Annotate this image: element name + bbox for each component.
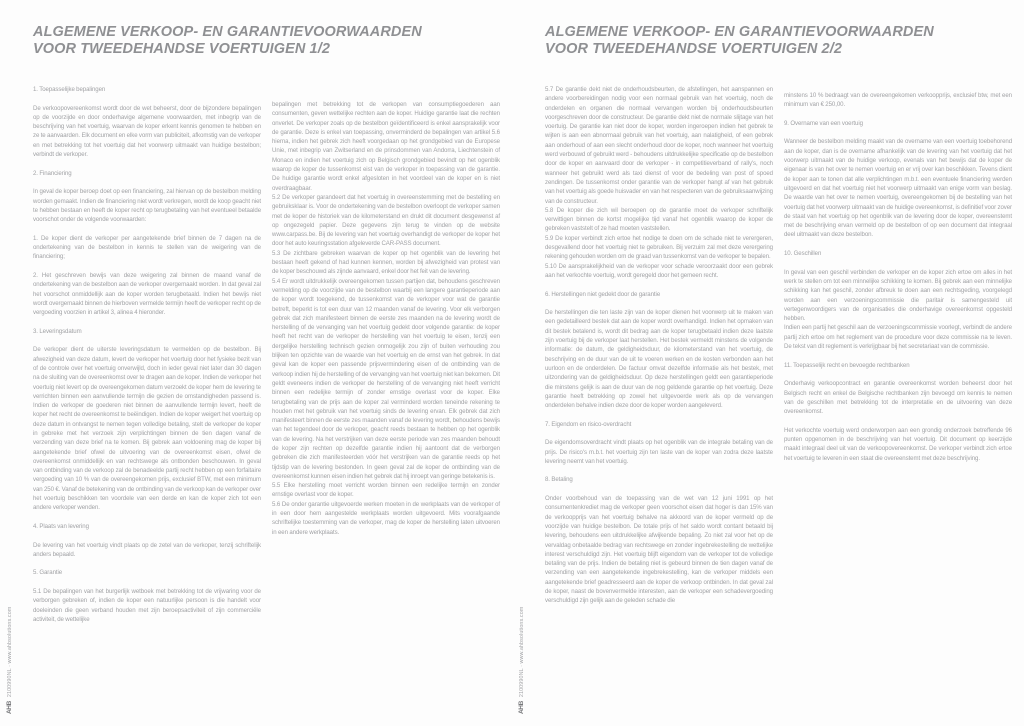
- paragraph: Onder voorbehoud van de toepassing van de wet van 12 juni 1991 op het consumentenkrediet mag de verkoper geen voorschot eisen dat hoger is dan 15% van de verkoopprijs van het voertuig behalve na akkoord van de koper vermeld op de voorzijde van huidige bestelbon. De totale prijs of het saldo wordt contant betaald bij levering, behoudens een uitdrukkelijke afwijkende bepaling. Zo niet zal voor het op de vervaldag onbetaalde bedrag van rechtswege en zonder ingebrekestelling de wettelijke interest verschuldigd zijn. Het voertuig blijft eigendom van de verkoper tot de volledige betaling van de prijs. Indien de betaling niet is gebeurd binnen de tien dagen vanaf de verzending van een aangetekende ingebrekestelling, kan de verkoper middels een aangetekende brief geadresseerd aan de koper de verkoop ontbinden. In dat geval zal de koper, naast de bovenvermelde interesten, aan de verkoper een schadevergoeding verschuldigd zijn gelijk aan de geleden schade die: [545, 495, 773, 605]
- paragraph: 5.5 Elke herstelling moet verricht worden binnen een redelijke termijn en zonder ernstige overlast voor de koper.: [272, 482, 500, 499]
- section-heading: 3. Leveringsdatum: [33, 327, 82, 335]
- paragraph: De herstellingen die ten laste zijn van de koper dienen het voorwerp uit te maken van een gedetailleerd bestek dat aan de koper wordt overhandigd. Indien het opmaken van dit bestek betalend is, wordt dit bedrag aan de koper terugbetaald indien deze laatste zijn voertuig bij de verkoper laat herstellen. Het bestek vermeldt minstens de volgende informatie: de datum, de geldigheidsduur, de kilometerstand van het voertuig, de beschrijving en de duur van de uit te voeren werken en de kosten verbonden aan het uurloon en de onderdelen. De factuur omvat dezelfde informatie als het bestek, met uitzondering van de geldigheidsduur. Op deze herstellingen geldt een garantieperiode die minstens gelijk is aan de duur van de nog geldende garantie op het voertuig. Deze garantie heeft betrekking op zowel het uitgevoerde werk als op de vervangen onderdelen behalve indien deze door de koper worden aangeleverd.: [545, 309, 773, 410]
- section-heading: 8. Betaling: [545, 476, 573, 484]
- ahb-logo: AHB: [6, 701, 13, 714]
- page-1-title-line-1: ALGEMENE VERKOOP- EN GARANTIEVOORWAARDEN: [33, 24, 422, 40]
- paragraph: In geval van een geschil verbinden de verkoper en de koper zich ertoe om alles in het werk te stellen om tot een minnelijke schikking te komen. Bij gebrek aan een minnelijke schikking kan het geschil, zonder afbreuk te doen aan een rechtsgeding, voorgelegd worden aan een verzoeningscommissie die paritair is samengesteld uit vertegenwoordigers van de organisaties die onderhavige overeenkomst opgesteld hebben.: [784, 268, 1012, 323]
- paragraph: De levering van het voertuig vindt plaats op de zetel van de verkoper, tenzij schriftelijk anders bepaald.: [33, 541, 261, 558]
- page-2-title-line-2: VOOR TWEEDEHANDSE VOERTUIGEN 2/2: [545, 41, 843, 57]
- paragraph: 5.10 De aansprakelijkheid van de verkoper voor schade veroorzaakt door een gebrek aan het verkochte voertuig, wordt geregeld door het gemeen recht.: [545, 262, 773, 279]
- page-2-text-columns: [545, 85, 1012, 606]
- paragraph: 5.4 Er wordt uitdrukkelijk overeengekomen tussen partijen dat, behoudens geschreven vermelding op de voorzijde van de bestelbon waarbij een langere garantieperiode aan de koper wordt toegekend, de tussenkomst van de verkoper voor wat de garantie betreft, beperkt is tot een duur van 12 maanden vanaf de levering. Voor elk verborgen gebrek dat zich manifesteert binnen de eerste zes maanden na de levering wordt de herstelling of de vervanging van het voertuig gedekt door volgende garantie: de koper heeft het recht van de verkoper de herstelling van het voertuig te eisen, tenzij een dergelijke herstelling technisch gezien onmogelijk zou zijn of buiten verhouding zou blijken ten opzichte van de waarde van het voertuig en de ernst van het gebrek. In dat geval kan de koper een passende prijsvermindering eisen of de ontbinding van de verkoop indien hij de herstelling of de vervanging van het voertuig niet kan bekomen. Dit geldt eveneens indien de verkoper de herstelling of de vervanging niet heeft verricht binnen een redelijke termijn of zonder ernstige overlast voor de koper. Elke terugbetaling van de prijs aan de koper zal verminderd worden teneinde rekening te houden met het gebruik van het voertuig sinds de levering ervan. Elk gebrek dat zich manifesteert binnen de eerste zes maanden vanaf de levering wordt, behoudens bewijs van het tegendeel door de verkoper, geacht reeds bestaan te hebben op het ogenblik van de levering. Na het verstrijken van deze eerste periode van zes maanden behoudt de koper zijn rechten op dezelfde garantie indien hij aantoont dat de verborgen gebreken die zich manifesteerden vóór het verstrijken van de garantie reeds op het tijdstip van de levering bestonden. In geen geval zal de koper de ontbinding van de overeenkomst kunnen eisen indien het gebrek dat hij inroept van geringe betekenis is.: [272, 277, 500, 480]
- page-2: [512, 0, 1024, 726]
- page-2-sidebar-vertical-text: [518, 607, 525, 714]
- section-heading: 5. Garantie: [33, 569, 63, 577]
- page-2-title-line-1: ALGEMENE VERKOOP- EN GARANTIEVOORWAARDEN: [545, 24, 934, 40]
- paragraph: In geval de koper beroep doet op een financiering, zal hiervan op de bestelbon melding worden gemaakt. Indien de financiering niet wordt verkregen, wordt de koop geacht niet te hebben bestaan en heeft de koper recht op terugbetaling van het eventueel betaalde voorschot onder de volgende voorwaarden:: [33, 188, 261, 224]
- section-heading: 2. Financiering: [33, 169, 72, 177]
- page-1-sidebar-vertical-text: [6, 607, 13, 714]
- paragraph: 5.9 De koper verbindt zich ertoe het nodige te doen om de schade niet te verergeren, desgevallend door het voertuig niet te gebruiken. Bij verzuim zal met deze verergering rekening gehouden worden om de graad van tussenkomst van de verkoper te bepalen.: [545, 234, 773, 261]
- paragraph: De verkoper dient de uiterste leveringsdatum te vermelden op de bestelbon. Bij afwezigheid van deze datum, levert de verkoper het voertuig door het fysieke bezit van of de controle over het voertuig onverwijld, doch in ieder geval niet later dan 30 dagen na de sluiting van de overeenkomst over te dragen aan de koper. Indien de verkoper het voertuig niet levert op de overeengekomen datum verzoekt de koper hem de levering te verrichten binnen een aanvullende termijn die gezien de omstandigheden passend is. Indien de verkoper de goederen niet binnen de aanvullende termijn levert, heeft de koper het recht de overeenkomst te beëindigen. Indien de koper weigert het voertuig op deze datum in ontvangst te nemen tegen volledige betaling, stelt de verkoper de koper in gebreke met het verzoek zijn verplichtingen binnen de tien dagen vanaf de verzending van deze brief na te komen. Bij gebrek aan voldoening mag de koper bij aangetekende brief ofwel de uitvoering van de overeenkomst eisen, ofwel de overeenkomst onmiddellijk en van rechtswege als ontbonden beschouwen. In geval van ontbinding van de verkoop zal de benadeelde partij recht hebben op een forfaitaire vergoeding van 10 % van de overeengekomen prijs, exclusief BTW, met een minimum van 250 €. Vanaf de betekening van de ontbinding van de verkoop kan de verkoper over het voertuig beschikken ten voordele van een derde en kan de koper zich tot een andere verkoper wenden.: [33, 346, 261, 512]
- section-heading: 10. Geschillen: [784, 250, 822, 258]
- page-2-column-1: [545, 85, 773, 606]
- sidebar-code: 2100990NL · www.ahbsolutions.com: [518, 606, 525, 698]
- page-1-title-line-2: VOOR TWEEDEHANDSE VOERTUIGEN 1/2: [33, 41, 331, 57]
- page-2-title: [545, 24, 1014, 58]
- paragraph: 5.3 De zichtbare gebreken waarvan de koper op het ogenblik van de levering het bestaan heeft gekend of had kunnen kennen, worden bij afwezigheid van protest van de koper beschouwd als zijnde aanvaard, enkel door het feit van de levering.: [272, 249, 500, 276]
- paragraph: 1. De koper dient de verkoper per aangetekende brief binnen de 7 dagen na de ondertekening van de bestelbon in kennis te stellen van de weigering van de financiering;: [33, 234, 261, 261]
- section-heading: 1. Toepasselijke bepalingen: [33, 86, 106, 93]
- paragraph: Het verkochte voertuig werd onderworpen aan een grondig onderzoek betreffende 96 punten opgenomen in de beschrijving van het voertuig. Dit document op keerzijde maakt integraal deel uit van de verkoopovereenkomst. De verkoper verbindt zich ertoe het voertuig te leveren in een staat die overeenstemt met deze beschrijving.: [784, 426, 1012, 462]
- page-1-text-columns: [33, 85, 500, 624]
- paragraph: minstens 10 % bedraagt van de overeengekomen verkoopprijs, exclusief btw, met een minimum van € 250,00.: [784, 92, 1012, 109]
- paragraph: Wanneer de bestelbon melding maakt van de overname van een voertuig toebehorend aan de koper, dan is de overname afhankelijk van de levering van het voertuig dat het voorwerp uitmaakt van de huidige verkoop, evenals van het bewijs dat de koper de eigenaar is van het over te nemen voertuig en er vrij over kan beschikken. Tevens dient de koper aan te tonen dat alle verplichtingen m.b.t. een eventuele financiering werden uitgevoerd en dat het voertuig niet het voorwerp uitmaakt van enige vorm van beslag. De waarde van het over te nemen voertuig, overeengekomen bij de bestelling van het voertuig dat het voorwerp uitmaakt van de huidige overeenkomst, is definitief voor zover de staat van het voertuig op het ogenblik van de levering door de koper, overeenstemt met de beschrijving ervan vermeld op de bestelbon of op een document dat integraal deel uitmaakt van deze bestelbon.: [784, 138, 1012, 239]
- paragraph: 5.7 De garantie dekt niet de onderhoudsbeurten, de afstellingen, het aanspannen en andere voorbereidingen nodig voor een normaal gebruik van het voertuig, noch de onderdelen en organen die normaal vervangen worden bij onderhoudsbeurten voorgeschreven door de constructeur. De garantie dekt niet de normale slijtage van het voertuig. De garantie kan niet door de koper, worden ingeroepen indien het gebrek te wijten is aan een abnormaal gebruik van het voertuig, aan nalatigheid, of een gebrek aan onderhoud of aan een slecht onderhoud door de koper, noch wanneer het voertuig werd verbouwd of gebruikt werd - behoudens uitdrukkelijke specificatie op de bestelbon door de koper en aanvaard door de verkoper - in competitieverband of rally's, noch wanneer het gebruikt werd als taxi dienst of voor de bedeling van post of spoed zendingen. De tussenkomst onder garantie van de verkoper hangt af van het gebruik van het voertuig als goede huisvader en van het respecteren van de gebruiksaanwijzing van de constructeur.: [545, 86, 773, 205]
- section-heading: 7. Eigendom en risico-overdracht: [545, 420, 632, 428]
- page-1-title: [33, 24, 502, 58]
- paragraph: Onderhavig verkoopcontract en garantie overeenkomst worden beheerst door het Belgisch recht en enkel de Belgische rechtbanken zijn bevoegd om kennis te nemen van de geschillen met betrekking tot de interpretatie en de uitvoering van deze overeenkomst.: [784, 380, 1012, 416]
- paragraph: 2. Het geschreven bewijs van deze weigering zal binnen de maand vanaf de ondertekening van de bestelbon aan de verkoper overgemaakt worden. In dat geval zal het voorschot onmiddellijk aan de koper worden terugbetaald. Indien het bewijs niet wordt overgemaakt binnen de hierboven vermelde termijn heeft de verkoper recht op de vergoeding voorzien in artikel 3, alinea 4 hieronder.: [33, 271, 261, 317]
- section-heading: 9. Overname van een voertuig: [784, 119, 863, 127]
- sidebar-code: 2100990NL · www.ahbsolutions.com: [6, 606, 13, 698]
- paragraph: bepalingen met betrekking tot de verkopen van consumptiegoederen aan consumenten, geven wettelijke rechten aan de koper. Huidige garantie laat die rechten onverlet. De verkoper zoals op de bestelbon geïdentificeerd is enkel aansprakelijk voor de garantie. Deze is enkel van toepassing, onverminderd de bepalingen van artikel 5.6 hierna, indien het gebrek zich heeft voorgedaan op het grondgebied van de Europese Unie, met inbegrip van Zwitserland en de prinsdommen van Andorra, Liechtenstein of Monaco en indien het voertuig zich op Belgisch grondgebied bevindt op het ogenblik waarop de koper de tussenkomst eist van de verkoper in toepassing van de garantie. De huidige garantie wordt enkel afgesloten in het voordeel van de koper en is niet overdraagbaar.: [272, 101, 500, 192]
- paragraph: 5.6 De onder garantie uitgevoerde werken moeten in de werkplaats van de verkoper of in een door hem aangestelde werkplaats worden uitgevoerd. Mits voorafgaande schriftelijke toestemming van de verkoper, mag de koper de herstelling laten uitvoeren in een andere werkplaats.: [272, 500, 500, 536]
- section-heading: 6. Herstellingen niet gedekt door de garantie: [545, 290, 661, 298]
- section-heading: 4. Plaats van levering: [33, 522, 89, 530]
- paragraph: De eigendomsoverdracht vindt plaats op het ogenblik van de integrale betaling van de prijs. De risico's m.b.t. het voertuig zijn ten laste van de koper van zodra deze laatste levering neemt van het voertuig.: [545, 439, 773, 465]
- section-heading: 11. Toepasselijk recht en bevoegde rechtbanken: [784, 361, 910, 369]
- paragraph: 5.2 De verkoper garandeert dat het voertuig in overeenstemming met de bestelling en gebruiksklaar is. Voor de ondertekening van de bestelbon overloopt de verkoper samen met de koper de historiek van de kilometerstand en drukt dit document desgewenst af op ongezegeld papier. Deze gegevens zijn terug te vinden op de website www.carpass.be. Bij de levering van het voertuig overhandigt de verkoper de koper het door het auto keuringsstation afgeleverde CAR-PASS document.: [272, 193, 500, 248]
- page-1-column-1: [33, 85, 261, 624]
- paragraph: 5.1 De bepalingen van het burgerlijk wetboek met betrekking tot de vrijwaring voor de verborgen gebreken of, indien de koper een natuurlijke persoon is die handelt voor doeleinden die geen verband houden met zijn beroepsactiviteit of zijn commerciële activiteit, de wettelijke: [33, 588, 261, 623]
- paragraph: Indien een partij het geschil aan de verzoeningscommissie voorlegt, verbindt de andere partij zich ertoe om het reglement van de procedure voor deze commissie na te leven. De tekst van dit reglement is verkrijgbaar bij het secretariaat van de commissie.: [784, 324, 1012, 351]
- paragraph: 5.8 De koper die zich wil beroepen op de garantie moet de verkoper schriftelijk verwittigen binnen de kortst mogelijke tijd vanaf het ogenblik waarop de koper de gebreken vaststelt of ze had moeten vaststellen.: [545, 206, 773, 233]
- ahb-logo: AHB: [518, 701, 525, 714]
- page-2-column-2: [784, 91, 1012, 606]
- paragraph: De verkoopovereenkomst wordt door de wet beheerst, door de bijzondere bepalingen op de voorzijde en door onderhavige algemene voorwaarden, met inbegrip van de beschrijving van het voertuig, waarvan de koper erkent kennis genomen te hebben en ze te aanvaarden. Elk document en elke vorm van publiciteit, afkomstig van de verkoper en met betrekking tot het voertuig dat het voorwerp uitmaakt van huidige bestelbon; verbindt de verkoper.: [33, 104, 261, 159]
- page-1-column-2: [272, 100, 500, 624]
